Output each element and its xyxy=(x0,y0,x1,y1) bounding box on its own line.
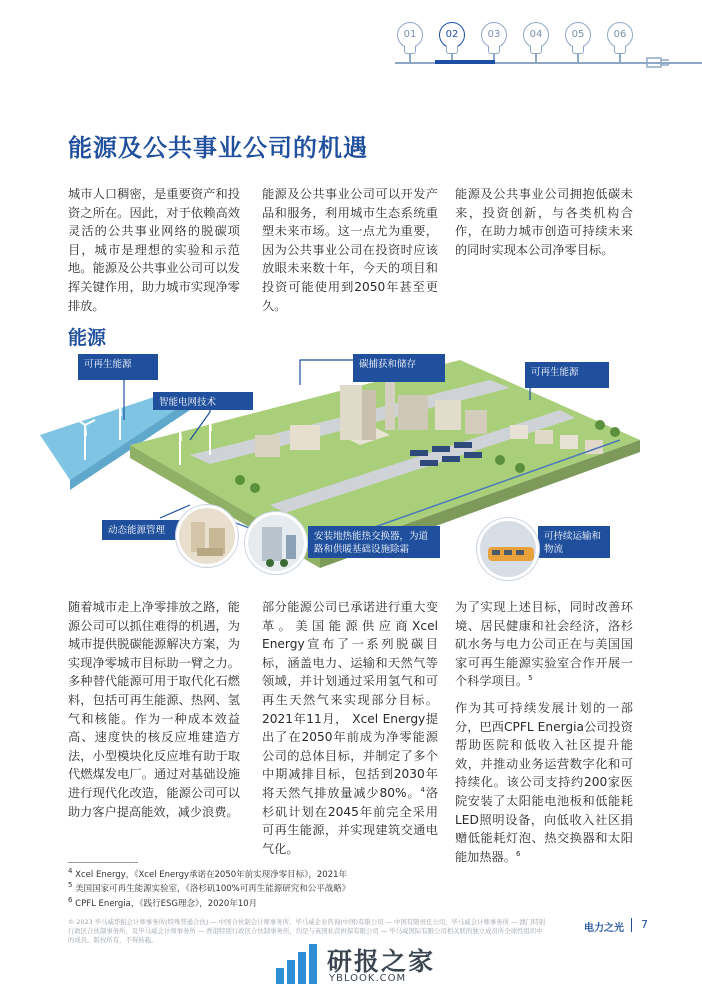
callout-geothermal: 安装地热能热交换器，为道路和供暖基础设施除霜 xyxy=(308,526,440,558)
chapter-bulb-01[interactable] xyxy=(395,22,425,60)
intro-column-1: 城市人口稠密，是重要资产和投资之所在。因此，对于依赖高效灵活的公共事业网络的脱碳项目，城市是理想的实验和示范地。能源及公共事业公司可以发挥关键作用，助力城市实现净零排放。 xyxy=(68,187,240,313)
intro-column-2: 能源及公共事业公司可以开发产品和服务，利用城市生态系统重塑未来市场。这一点尤为重要，因为公共事业公司在投资时应该放眼未来数十年，今天的项目和投资可能使用到2050年甚至更久。 xyxy=(262,187,438,313)
page-number: 7 xyxy=(641,918,648,931)
footnote-ref: 6 xyxy=(515,849,521,858)
chapter-bulb-03[interactable] xyxy=(479,22,509,60)
watermark-text: 研报之家 xyxy=(327,947,436,976)
bulb-icon: 06 xyxy=(607,22,633,48)
watermark xyxy=(272,942,442,986)
callout-smart-grid: 智能电网技术 xyxy=(153,392,253,410)
watermark-domain: YBLOOK.COM xyxy=(329,973,407,984)
copyright-notice: © 2023 毕马威华振会计师事务所(特殊普通合伙) — 中国合伙制会计师事务所，毕马威企业咨询(中国)有限公司 — 中国有限责任公司，毕马威会计师事务所 — 澳门特别行政区合伙制事务所，及毕马威会计师事务所 — 香港特别行政区合伙制事务所，均是与英国私营担保有限公司 — 毕马威国际有限公司相关联的独立成员所全球性组织中的成员。版权所有，不得转载。 xyxy=(68,918,546,944)
footer-divider xyxy=(631,918,632,932)
body-column-1: 随着城市走上净零排放之路，能源公司可以抓住难得的机遇，为城市提供脱碳能源解决方案，为实现净零城市目标助一臂之力。多种替代能源可用于取代化石燃料，包括可再生能源、热网、氢气和核能。作为一种成本效益高、速度快的核反应堆建造方法，小型模块化反应堆有助于取代燃煤发电厂。通过对基础设施进行现代化改造，能源公司可以助力客户提高能效，减少浪费。 xyxy=(68,600,240,819)
active-chapter-indicator xyxy=(435,60,495,64)
footnote-6: $^6$ CPFL Energia，《践行ESG理念》，2020年10月 xyxy=(68,896,258,909)
bulb-icon: 05 xyxy=(565,22,591,48)
chapter-bulb-04[interactable] xyxy=(521,22,551,60)
dynamic-energy-detail-image xyxy=(176,505,238,567)
bulb-icon: 04 xyxy=(523,22,549,48)
bulb-icon: 01 xyxy=(397,22,423,48)
transport-detail-image xyxy=(477,518,539,580)
body-column-3: 为了实现上述目标，同时改善环境、居民健康和社会经济，洛杉矶水务与电力公司正在与美国国家可再生能源实验室合作开展一个科学项目。$^5$ 作为其可持续发展计划的一部分，巴西CPFL Energia公司投资帮助医院和低收入社区提升能效，并推动业务运营数字化和可持续化。该公司支持约200家医院安装了太阳能电池板和低能耗LED照明设备，向低收入社区捐赠低能耗灯泡、热交换器和太阳能加热器。$^6$ xyxy=(455,600,633,864)
body-column-2: 部分能源公司已承诺进行重大变革。美国能源供应商Xcel Energy宣布了一系列脱碳目标，涵盖电力、运输和天然气等领域，并计划通过采用氢气和可再生天然气来实现部分目标。 2021年11月， Xcel Energy提出了在2050年前成为净零能源公司的总体目标，并制定了多个中期减排目标，包括到2030年将天然气排放量减少80%。$^4$洛杉矶计划在2045年前完全采用可再生能源，并实现建筑交通电气化。 xyxy=(262,600,439,856)
bar-chart-logo-icon xyxy=(272,942,322,986)
bulb-icon: 03 xyxy=(481,22,507,48)
plug-icon xyxy=(645,52,685,72)
footnote-ref: 4 xyxy=(420,785,425,794)
chapter-bulb-06[interactable] xyxy=(605,22,635,60)
footnote-ref: 5 xyxy=(528,674,533,683)
bulb-icon: 02 xyxy=(439,22,465,48)
page-title: 能源及公共事业公司的机遇 xyxy=(68,134,368,162)
chapter-bulb-02[interactable] xyxy=(437,22,467,60)
chapter-bulb-05[interactable] xyxy=(563,22,593,60)
intro-column-3: 能源及公共事业公司拥抱低碳未来，投资创新，与各类机构合作，在助力城市创造可持续未来的同时实现本公司净零目标。 xyxy=(455,187,633,257)
callout-dynamic-energy: 动态能源管理 xyxy=(102,520,186,540)
callout-renewable-left: 可再生能源 xyxy=(78,354,158,380)
city-energy-illustration xyxy=(40,340,680,605)
footnote-divider xyxy=(68,862,138,863)
callout-transport: 可持续运输和物流 xyxy=(538,526,610,558)
geothermal-detail-image xyxy=(245,512,307,574)
callout-carbon-capture: 碳捕获和储存 xyxy=(353,354,445,382)
footnote-5: $^5$ 美国国家可再生能源实验室，《洛杉矶100%可再生能源研究和公平战略》 xyxy=(68,881,351,894)
footer-report-title: 电力之光 xyxy=(584,923,624,934)
callout-renewable-right: 可再生能源 xyxy=(525,362,609,388)
footnote-4: $^4$ Xcel Energy，《Xcel Energy承诺在2050年前实现净零目标》，2021年 xyxy=(68,867,348,880)
section-heading: 能源 xyxy=(68,327,107,349)
chapter-nav xyxy=(395,22,702,72)
